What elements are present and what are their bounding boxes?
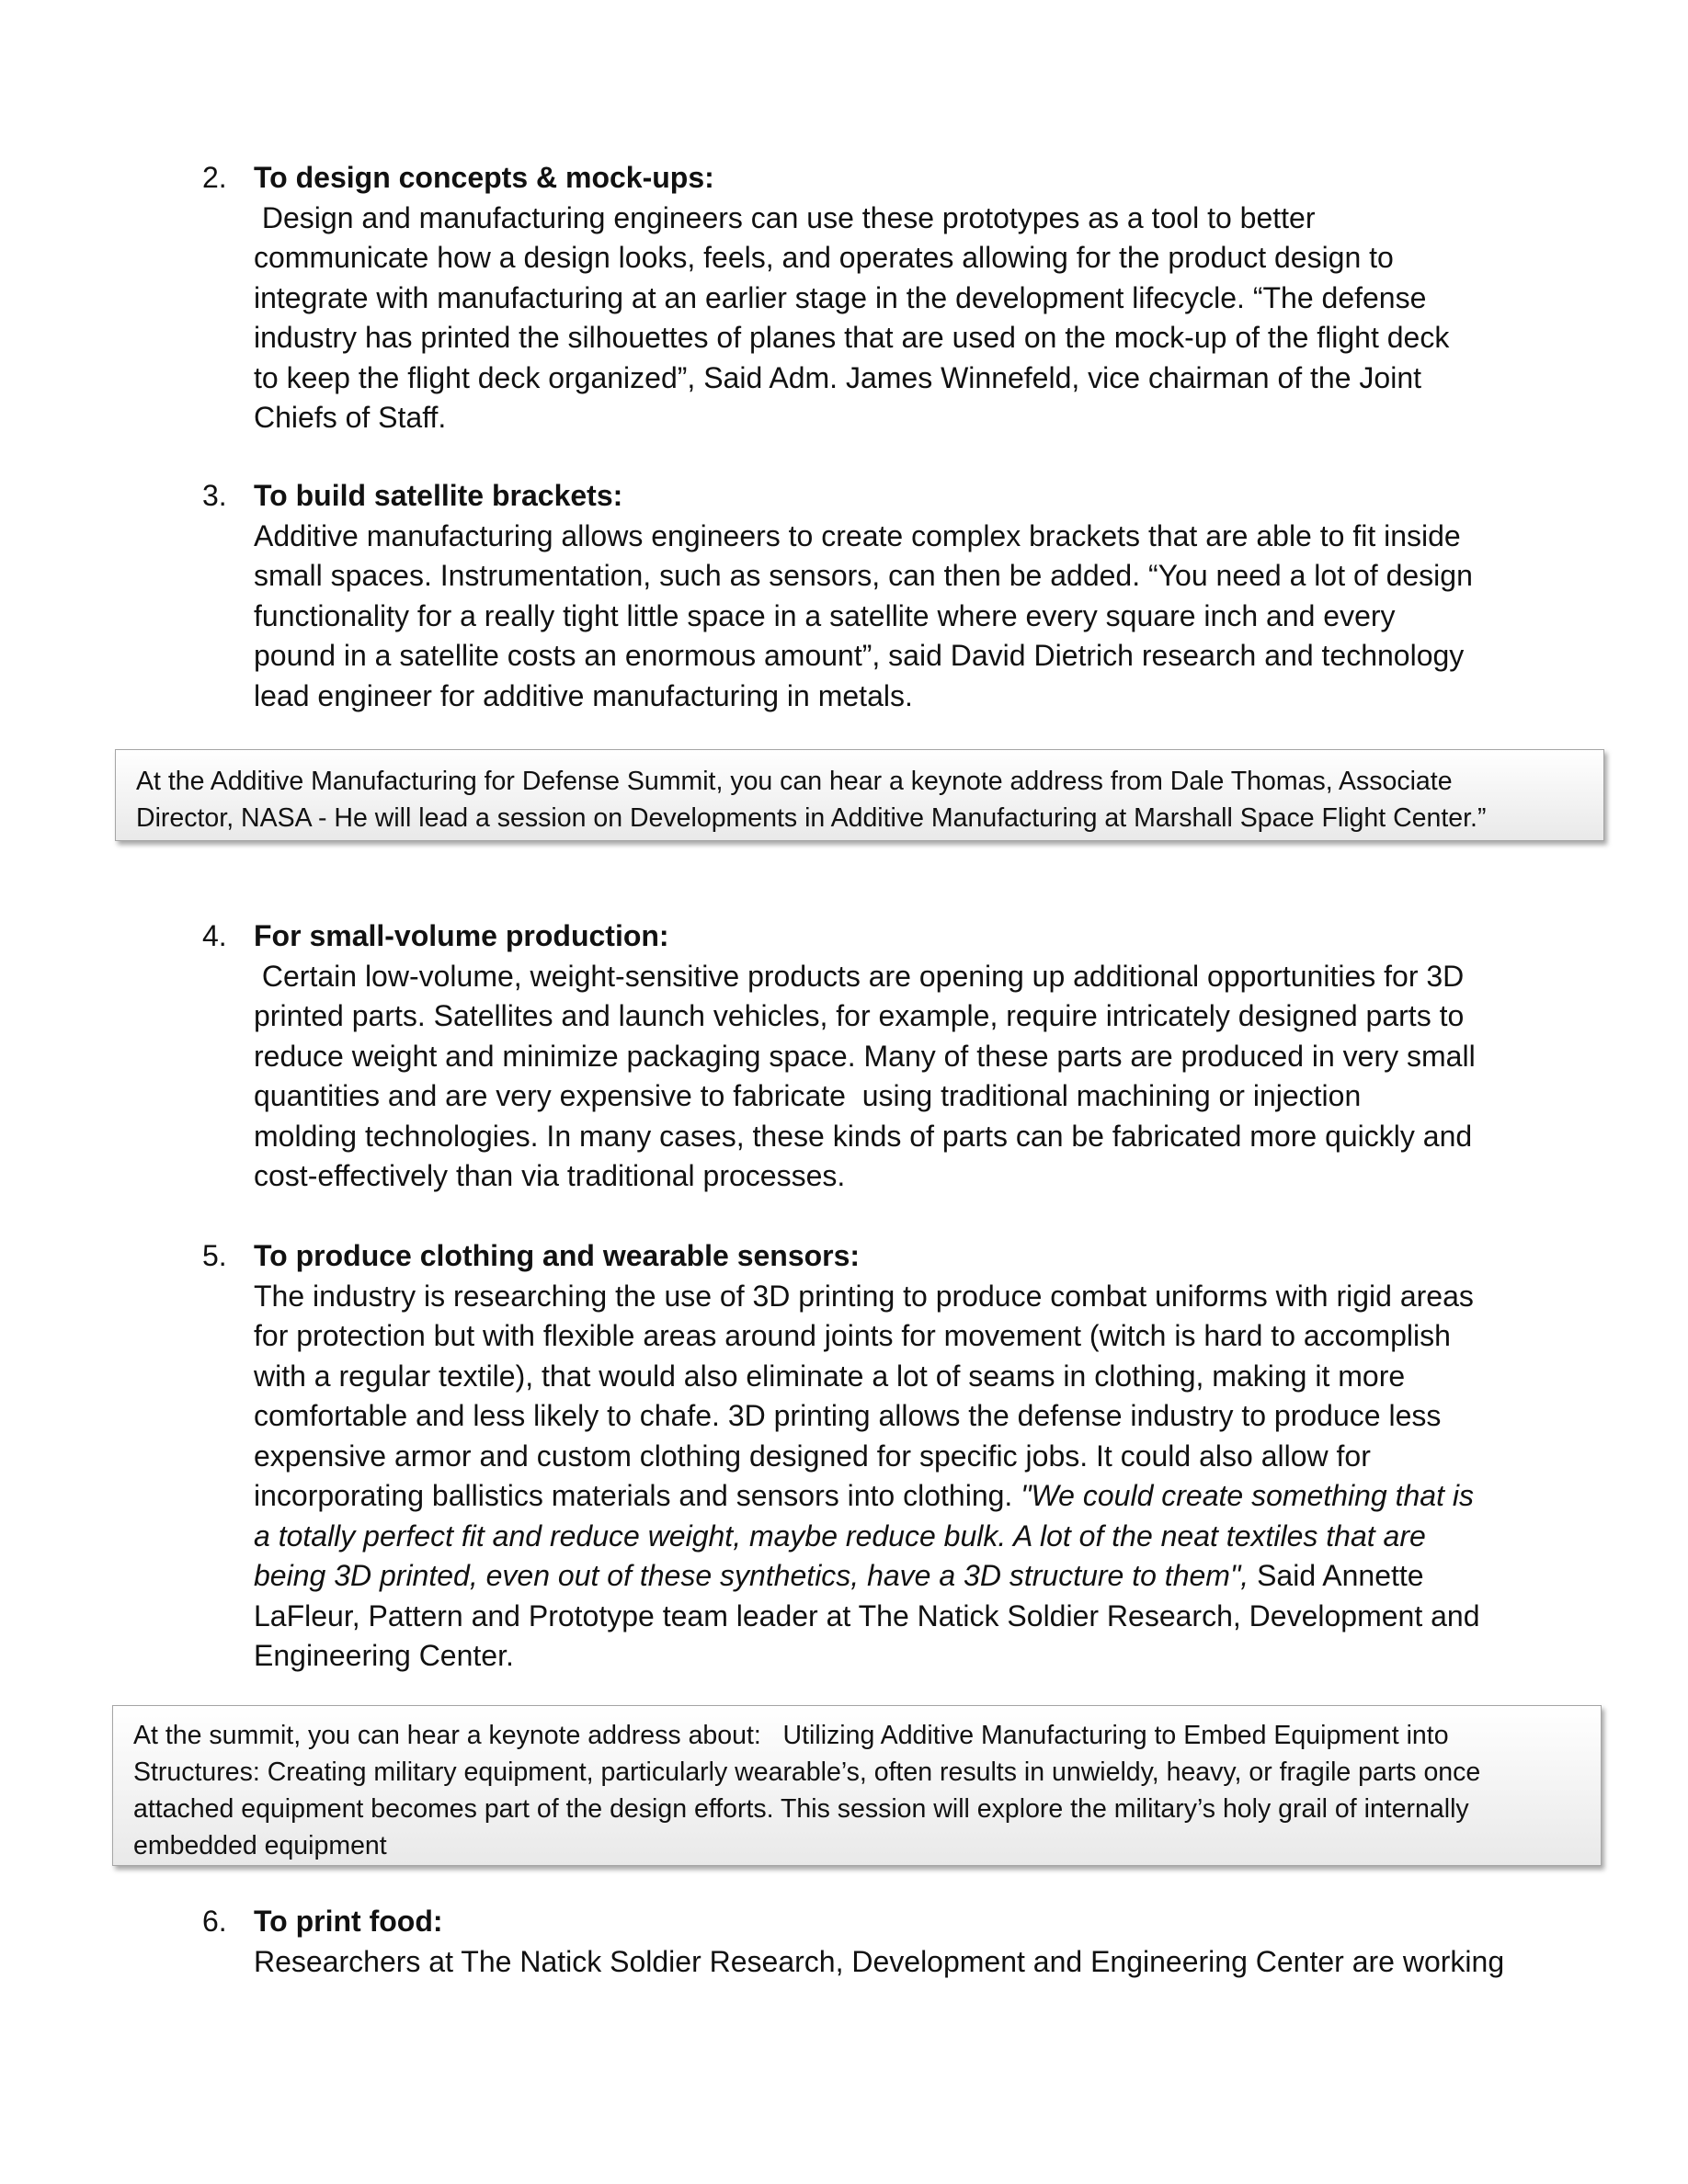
- body-line: functionality for a really tight little space in a satellite where every square inch and every: [254, 598, 1396, 632]
- body-line: Engineering Center.: [254, 1639, 514, 1672]
- item-heading: To print food:: [254, 1905, 443, 1938]
- item-heading: For small-volume production:: [254, 919, 669, 952]
- body-line: pound in a satellite costs an enormous amount”, said David Dietrich research and technology: [254, 639, 1465, 672]
- item-heading: To design concepts & mock-ups:: [254, 161, 714, 194]
- callout-line: attached equipment becomes part of the design efforts. This session will explore the military’s holy grail of internally: [133, 1794, 1469, 1824]
- summit-callout: [115, 749, 1604, 841]
- body-line: industry has printed the silhouettes of planes that are used on the mock-up of the flight deck: [254, 321, 1450, 354]
- item-body: [254, 517, 1523, 717]
- body-line: [254, 1476, 1523, 1517]
- body-line: molding technologies. In many cases, these kinds of parts can be fabricated more quickly and: [254, 1119, 1473, 1153]
- body-line: [254, 1556, 1523, 1597]
- body-line: [254, 1517, 1523, 1557]
- item-body: [254, 1277, 1523, 1677]
- body-line: Certain low-volume, weight-sensitive products are opening up additional opportunities for 3D: [254, 959, 1465, 993]
- body-text: incorporating ballistics materials and sensors into clothing.: [254, 1479, 1021, 1512]
- body-line: Chiefs of Staff.: [254, 401, 447, 434]
- body-line: communicate how a design looks, feels, and operates allowing for the product design to: [254, 241, 1394, 274]
- item-number: 5.: [202, 1239, 227, 1272]
- body-line: integrate with manufacturing at an earlier stage in the development lifecycle. “The defense: [254, 280, 1427, 314]
- quote-text: a totally perfect fit and reduce weight, maybe reduce bulk. A lot of the neat textiles that are: [254, 1519, 1426, 1553]
- item-number: 2.: [202, 161, 227, 194]
- quote-text: being 3D printed, even out of these synthetics, have a 3D structure to them",: [254, 1559, 1249, 1592]
- item-heading: To build satellite brackets:: [254, 479, 623, 512]
- body-line: LaFleur, Pattern and Prototype team leader at The Natick Soldier Research, Development and: [254, 1598, 1480, 1632]
- body-text: Said Annette: [1249, 1559, 1424, 1592]
- quote-text: "We could create something that is: [1021, 1479, 1474, 1512]
- item-number: 6.: [202, 1905, 227, 1938]
- item-body: [254, 957, 1523, 1197]
- body-line: quantities and are very expensive to fabricate using traditional machining or injection: [254, 1079, 1362, 1112]
- item-number: 4.: [202, 919, 227, 952]
- callout-line: At the summit, you can hear a keynote address about: Utilizing Additive Manufacturing to Embed Equipment into: [133, 1721, 1449, 1750]
- item-body: [254, 199, 1523, 438]
- callout-line: Structures: Creating military equipment, particularly wearable’s, often results in unwieldy, heavy, or fragile parts once: [133, 1757, 1481, 1787]
- summit-callout-2: [112, 1705, 1602, 1866]
- body-line: printed parts. Satellites and launch vehicles, for example, require intricately designed parts to: [254, 999, 1465, 1032]
- callout-line: embedded equipment: [133, 1831, 387, 1860]
- callout-line: At the Additive Manufacturing for Defense Summit, you can hear a keynote address from Dale Thomas, Associate: [136, 767, 1453, 796]
- body-line: expensive armor and custom clothing designed for specific jobs. It could also allow for: [254, 1439, 1371, 1473]
- item-number: 3.: [202, 479, 227, 512]
- body-line: cost-effectively than via traditional processes.: [254, 1159, 846, 1192]
- body-line: to keep the flight deck organized”, Said Adm. James Winnefeld, vice chairman of the Joint: [254, 360, 1421, 394]
- body-line: Design and manufacturing engineers can use these prototypes as a tool to better: [254, 200, 1316, 234]
- body-line: comfortable and less likely to chafe. 3D printing allows the defense industry to produce less: [254, 1399, 1442, 1432]
- body-line: with a regular textile), that would also eliminate a lot of seams in clothing, making it more: [254, 1359, 1406, 1393]
- callout-line: Director, NASA - He will lead a session on Developments in Additive Manufacturing at Marshall Space Flight Center.”: [136, 803, 1487, 833]
- item-body: [254, 1942, 1523, 1983]
- body-line: small spaces. Instrumentation, such as sensors, can then be added. “You need a lot of design: [254, 559, 1473, 592]
- body-line: The industry is researching the use of 3D printing to produce combat uniforms with rigid areas: [254, 1279, 1474, 1313]
- body-line: Additive manufacturing allows engineers to create complex brackets that are able to fit inside: [254, 518, 1461, 552]
- body-line: lead engineer for additive manufacturing in metals.: [254, 678, 913, 712]
- item-heading: To produce clothing and wearable sensors:: [254, 1239, 861, 1272]
- body-line: for protection but with flexible areas around joints for movement (witch is hard to accomplish: [254, 1319, 1451, 1352]
- body-line: Researchers at The Natick Soldier Research, Development and Engineering Center are working: [254, 1944, 1505, 1978]
- body-line: reduce weight and minimize packaging space. Many of these parts are produced in very small: [254, 1039, 1476, 1073]
